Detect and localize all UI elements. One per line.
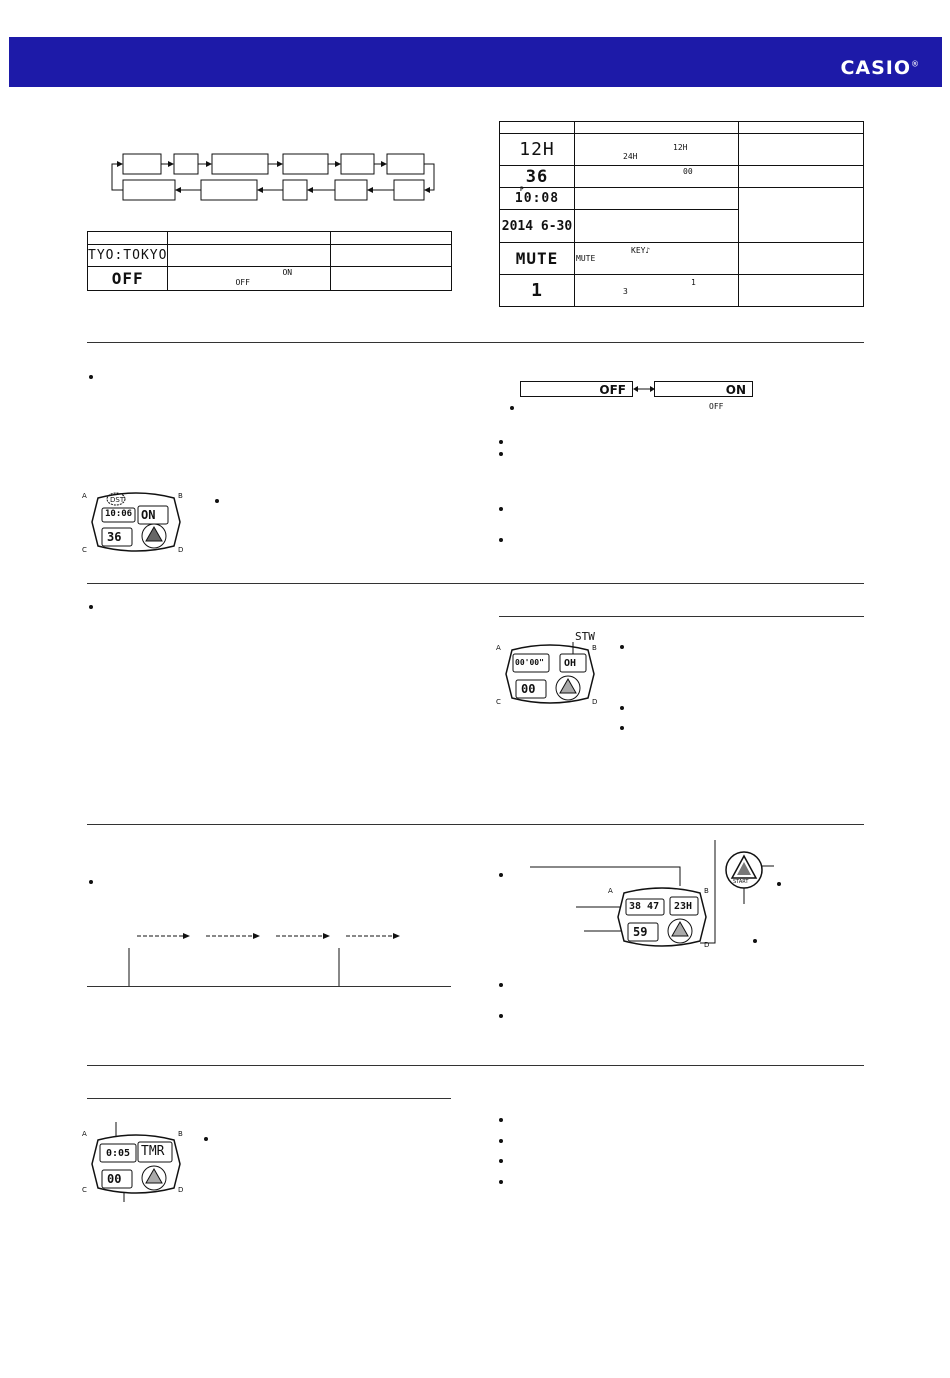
section-divider [87,342,864,343]
bullet [620,726,624,730]
subsection-divider [499,616,864,617]
bullet [89,605,93,609]
mute-label: MUTE [576,254,596,263]
watch-dst-illustration [82,488,186,556]
button-d-label: D [704,941,710,949]
section-divider [87,824,864,825]
bullet [510,406,514,410]
elapsed-time: 38 47 [629,901,660,912]
button-d-label: D [592,698,598,706]
24h-label: 24H [623,152,638,161]
start-label: START [733,879,749,885]
dst-off-display: OFF [88,267,168,291]
dst-indicator: DST [110,496,125,504]
bullet [499,873,503,877]
off-label: OFF [235,278,250,287]
dst-on-box: ON [654,381,753,397]
stopwatch-time: 00'00" [515,658,544,667]
bullet [499,507,503,511]
button-a-label: A [82,1130,87,1138]
bullet [89,375,93,379]
bullet [499,1180,503,1184]
mute-display: MUTE [500,243,575,275]
bullet [620,645,624,649]
dst-status: ON [141,508,156,522]
bullet [499,1139,503,1143]
dst-off-box: OFF [520,381,633,397]
illumination-duration-display: 1 [500,275,575,307]
header-bar [9,37,942,87]
section-divider [87,1065,864,1066]
off-note-label: OFF [709,402,724,411]
toggle-arrow-icon [633,383,655,395]
bullet [499,1118,503,1122]
bullet [620,706,624,710]
key-tone-label: KEY♪ [631,246,651,255]
zero-seconds-label: 00 [683,167,693,176]
section-divider [87,583,864,584]
button-c-label: C [496,698,501,706]
bullet [499,538,503,542]
bullet [204,1137,208,1141]
one-second-label: 1 [691,278,696,287]
watch-seconds: 36 [107,530,122,544]
bullet [499,440,503,444]
watch-time: 10:06 [105,509,133,519]
stopwatch-mode-indicator: STW [575,630,595,643]
button-d-label: D [178,546,184,554]
button-b-label: B [178,1130,183,1138]
bullet [499,983,503,987]
bullet [499,452,503,456]
bullet [215,499,219,503]
button-d-label: D [178,1186,184,1194]
button-b-label: B [178,492,183,500]
button-a-label: A [82,492,87,500]
elapsed-hours: 23H [674,901,693,912]
timer-mode: TMR [141,1144,165,1159]
button-a-label: A [608,887,613,895]
seconds-display: 36 [500,166,575,188]
timing-diagram [87,928,452,988]
time-display: 10:08 [514,191,560,206]
three-second-label: 3 [623,287,628,296]
on-label: ON [282,268,293,277]
home-city-table [87,231,452,291]
button-b-label: B [592,644,597,652]
watch-timer-illustration [82,1130,186,1198]
elapsed-hundredths: 59 [633,925,648,939]
timer-time: 0:05 [106,1148,131,1159]
bullet [499,1014,503,1018]
button-a-label: A [496,644,501,652]
watch-stopwatch-illustration [496,630,600,708]
stopwatch-bottom: 00 [521,682,536,696]
date-display: 2014 6-30 [500,210,575,243]
button-c-label: C [82,546,87,554]
button-b-label: B [704,887,709,895]
timer-bottom: 00 [107,1172,122,1186]
hour-format-display: 12H [500,134,575,166]
subsection-divider [87,1098,451,1099]
settings-table [499,121,864,307]
watch-stopwatch-running [608,883,712,951]
city-code-display: TYO:TOKYO [88,245,168,267]
setting-sequence-diagram [100,148,445,206]
12h-label: 12H [673,143,688,152]
bullet [499,1159,503,1163]
button-c-label: C [82,1186,87,1194]
pm-indicator: P [520,186,525,193]
brand-logo: CASIO® [840,57,920,79]
bullet [89,880,93,884]
stopwatch-mode: OH [564,658,577,669]
